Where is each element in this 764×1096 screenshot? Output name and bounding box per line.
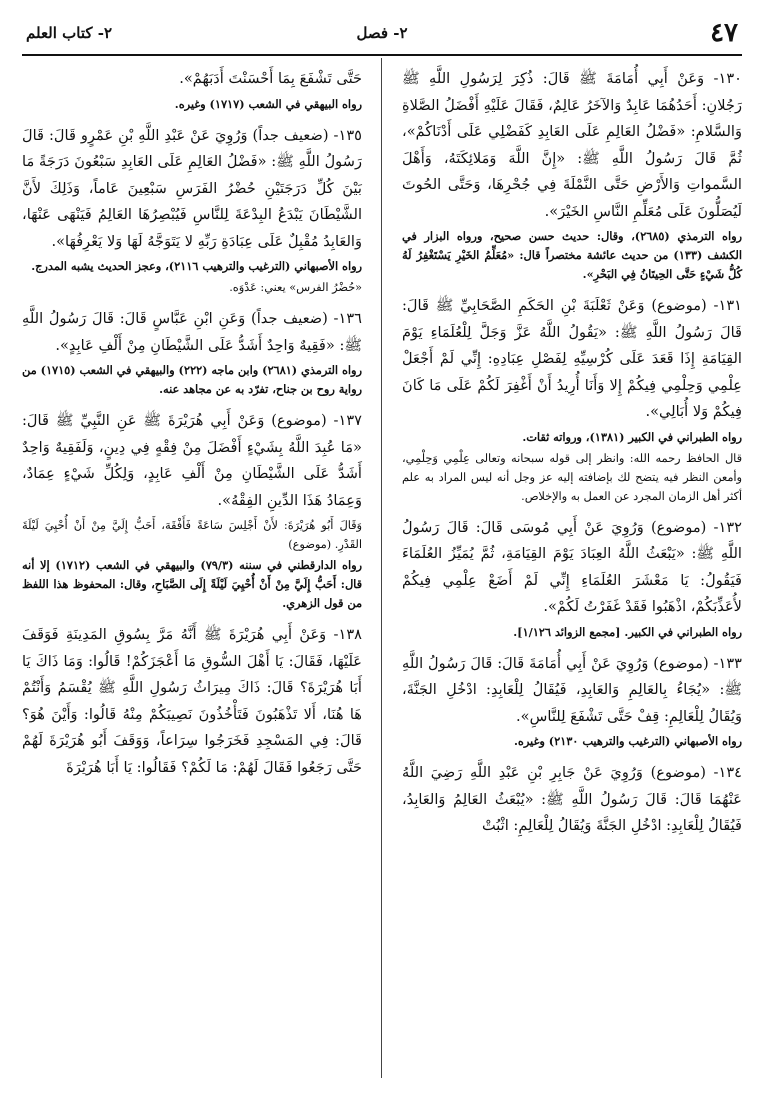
book-title: ٢- كتاب العلم bbox=[26, 24, 113, 42]
hadith-source: رواه الأصبهاني (الترغيب والترهيب ٢١٣٠) وغيره. bbox=[513, 734, 742, 748]
hadith-text: ١٣٧- (موضوع) وَعَنْ أَبِي هُرَيْرَةَ ﷺ عَنِ النَّبِيِّ ﷺ قَالَ: «مَا عُبِدَ اللَّهُ بِشَيْءٍ أَفْضَلَ مِنْ فِقْهٍ فِي دِينٍ، وَلَفَقِيهٌ وَاحِدٌ أَشَدُّ عَلَى الشَّيْطَانِ مِنْ أَلْفِ عَابِدٍ، وَلِكُلِّ شَيْءٍ عِمَادٌ، وَعِمَادُ هَذَا الدِّينِ الفِقْهُ». bbox=[22, 412, 362, 509]
hadith-source: رواه الطبراني في الكبير (١٣٨١)، ورواته ثقات. bbox=[522, 429, 742, 444]
hadith-source: رواه الأصبهاني (الترغيب والترهيب ٢١١٦)، وعجز الحديث يشبه المدرج. bbox=[31, 259, 362, 273]
hadith-text: ١٣٠- وَعَنْ أَبِي أُمَامَةَ ﷺ قَالَ: ذُكِرَ لِرَسُولِ اللَّهِ ﷺ رَجُلانِ: أَحَدُهُمَا عَابِدٌ وَالآخَرُ عَالِمٌ، فَقَالَ عَلَيْهِ أَفْضَلُ الصَّلاةِ وَالسَّلامِ: «فَضْلُ العَالِمِ عَلَى العَابِدِ كَفَضْلِي عَلَى أَدْنَاكُمْ»، ثُمَّ قَالَ رَسُولُ اللَّهِ ﷺ: «إِنَّ اللَّهَ وَمَلائِكَتَهُ، وَأَهْلَ السَّمواتِ وَالأَرْضِ حَتَّى النَّمْلَةَ فِي جُحْرِهَا، وَحَتَّى الحُوتَ لَيُصَلُّونَ عَلَى مُعَلِّمِ النَّاسِ الخَيْرَ». bbox=[402, 70, 742, 220]
hadith-130 bbox=[402, 66, 742, 284]
hadith-source: رواه الدارقطني في سننه (٧٩/٣) والبيهقي في الشعب (١٧١٢) إلا أنه قال: أَحَبُّ إِلَيَّ مِنْ أَنْ أُحْيِيَ لَيْلَةً إِلَى الصَّبَاحِ، وقال: المحفوظ هذا اللفظ من قول الزهري. bbox=[22, 558, 362, 610]
hadith-note: وَقَالَ أَبُو هُرَيْرَةَ: لأَنْ أَجْلِسَ سَاعَةً فَأَفْقَهَ، أَحَبُّ إِلَيَّ مِنْ أَنْ أُحْيِيَ لَيْلَةَ القَدْرِ. (موضوع) bbox=[22, 519, 362, 551]
hadith-133 bbox=[402, 651, 742, 752]
hadith-135 bbox=[22, 123, 362, 298]
hadith-source: رواه الطبراني في الكبير. [مجمع الزوائد ١/١٢٦]. bbox=[513, 624, 742, 639]
hadith-text: ١٣٦- (ضعيف جداً) وَعَنِ ابْنِ عَبَّاسٍ قَالَ: قَالَ رَسُولُ اللَّهِ ﷺ: «فَقِيهٌ وَاحِدٌ أَشَدُّ عَلَى الشَّيْطَانِ مِنْ أَلْفِ عَابِدٍ». bbox=[22, 310, 362, 354]
hadith-source: رواه البيهقي في الشعب (١٧١٧) وغيره. bbox=[174, 96, 362, 111]
hadith-134 bbox=[402, 760, 742, 840]
hadith-text: حَتَّى تَشْفَعَ بِمَا أَحْسَنْتَ أَدَبَهُمْ». bbox=[179, 70, 362, 87]
hadith-131 bbox=[402, 293, 742, 506]
hadith-source: رواه الترمذي (٢٦٨١) وابن ماجه (٢٢٢) والبيهقي في الشعب (١٧١٥) من رواية روح بن جناح، تفرّد به عن مجاهد عنه. bbox=[22, 363, 362, 396]
hadith-text: ١٣٣- (موضوع) وَرُوِيَ عَنْ أَبِي أُمَامَةَ قَالَ: قَالَ رَسُولُ اللَّهِ ﷺ: «يُجَاءُ بِالعَالِمِ وَالعَابِدِ، فَيُقَالُ لِلْعَابِدِ: ادْخُلِ الجَنَّةَ، وَيُقَالُ لِلْعَالِمِ: قِفْ حَتَّى تَشْفَعَ لِلنَّاسِ». bbox=[402, 654, 742, 725]
hadith-text: ١٣٢- (موضوع) وَرُوِيَ عَنْ أَبِي مُوسَى قَالَ: قَالَ رَسُولُ اللَّهِ ﷺ: «يَبْعَثُ اللَّهُ العِبَادَ يَوْمَ القِيَامَةِ، ثُمَّ يُمَيِّزُ العُلَمَاءَ فَيَقُولُ: يَا مَعْشَرَ العُلَمَاءِ إِنِّي لَمْ أَضَعْ عِلْمِي فِيكُمْ لأُعَذِّبَكُمْ، اذْهَبُوا فَقَدْ غَفَرْتُ لَكُمْ». bbox=[402, 518, 742, 615]
hadith-note: «حُضْرُ الفرس» يعني: عَدْوَه. bbox=[229, 281, 362, 294]
hadith-text: ١٣٤- (موضوع) وَرُوِيَ عَنْ جَابِرِ بْنِ عَبْدِ اللَّهِ رَضِيَ اللَّهُ عَنْهُمَا قَالَ: قَالَ رَسُولُ اللَّهِ ﷺ: «يُبْعَثُ العَالِمُ وَالعَابِدُ، فَيُقَالُ لِلْعَابِدِ: ادْخُلِ الجَنَّةَ وَيُقَالُ لِلْعَالِمِ: اثْبُتْ bbox=[402, 764, 742, 834]
hadith-132 bbox=[402, 515, 742, 642]
hadith-text: ١٣١- (موضوع) وَعَنْ ثَعْلَبَةَ بْنِ الحَكَمِ الصَّحَابِيِّ ﷺ قَالَ: قَالَ رَسُولُ اللَّهِ ﷺ: «يَقُولُ اللَّهُ عَزَّ وَجَلَّ لِلْعُلَمَاءِ يَوْمَ القِيَامَةِ إِذَا قَعَدَ عَلَى كُرْسِيِّهِ لِفَصْلِ عِبَادِهِ: إِنِّي لَمْ أَجْعَلْ عِلْمِي وَحِلْمِي فِيكُمْ إِلا وَأَنَا أُرِيدُ أَنْ أَغْفِرَ لَكُمْ عَلَى مَا كَانَ فِيكُمْ وَلا أُبَالِي». bbox=[402, 297, 742, 420]
hadith-137 bbox=[22, 408, 362, 613]
page-header bbox=[22, 18, 742, 52]
right-column bbox=[402, 66, 742, 849]
hadith-138 bbox=[22, 622, 362, 781]
hadith-text: ١٣٨- وَعَنْ أَبِي هُرَيْرَةَ ﷺ أَنَّهُ مَرَّ بِسُوقِ المَدِينَةِ فَوَقَفَ عَلَيْهَا، فَقَالَ: يَا أَهْلَ السُّوقِ مَا أَعْجَزَكُمْ! قَالُوا: وَمَا ذَاكَ يَا أَبَا هُرَيْرَةَ؟ قَالَ: ذَاكَ مِيرَاثُ رَسُولِ اللَّهِ ﷺ يُقْسَمُ وَأَنْتُمْ هَا هُنَا، أَلا تَذْهَبُونَ فَتَأْخُذُونَ نَصِيبَكُمْ مِنْهُ قَالُوا: وَأَيْنَ هُوَ؟ قَالَ: فِي المَسْجِدِ فَخَرَجُوا سِرَاعاً، وَوَقَفَ أَبُو هُرَيْرَةَ لَهُمْ حَتَّى رَجَعُوا فَقَالَ لَهُمْ: مَا لَكُمْ؟ فَقَالُوا: يَا أَبَا هُرَيْرَةَ bbox=[22, 626, 362, 776]
hadith-136 bbox=[22, 306, 362, 399]
header-rule bbox=[22, 54, 742, 56]
section-title: ٢- فصل bbox=[356, 24, 408, 42]
hadith-source: رواه الترمذي (٢٦٨٥)، وقال: حديث حسن صحيح، ورواه البزار في الكشف (١٣٣) من حديث عائشة مختصراً قال: «مُعَلِّمُ الخَيْرِ يَسْتَغْفِرُ لَهُ كُلُّ شَيْءٍ حَتَّى الحِيتَانُ فِي البَحْرِ». bbox=[402, 229, 742, 281]
hadith-text: ١٣٥- (ضعيف جداً) وَرُوِيَ عَنْ عَبْدِ اللَّهِ بْنِ عَمْرٍو قَالَ: قَالَ رَسُولُ اللَّهِ ﷺ: «فَضْلُ العَالِمِ عَلَى العَابِدِ سَبْعُونَ دَرَجَةً مَا بَيْنَ كُلِّ دَرَجَتَيْنِ حُضْرُ الفَرَسِ سَبْعِينَ عَاماً، وَذَلِكَ لأَنَّ الشَّيْطَانَ يَبْدَعُ البِدْعَةَ لِلنَّاسِ فَيُبْصِرُهَا العَالِمُ فَيَنْهَى عَنْهَا، وَالعَابِدُ مُقْبِلٌ عَلَى عِبَادَةِ رَبِّهِ لا يَتَوَجَّهُ لَهَا وَلا يَعْرِفُهَا». bbox=[22, 126, 362, 250]
hadith-note: قال الحافظ رحمه الله: وانظر إلى قوله سبحانه وتعالى عِلْمِي وَحِلْمِي، وأمعن النظر فيه يتضح لك بإضافته إليه عز وجل أنه ليس المراد به علم أكثر أهل الزمان المجرد عن العمل به والإخلاص. bbox=[402, 451, 742, 503]
left-column bbox=[22, 66, 362, 790]
hadith-continuation bbox=[22, 66, 362, 114]
page-number: ٤٧ bbox=[710, 18, 738, 48]
column-divider bbox=[381, 58, 382, 1078]
book-page bbox=[22, 18, 742, 1078]
